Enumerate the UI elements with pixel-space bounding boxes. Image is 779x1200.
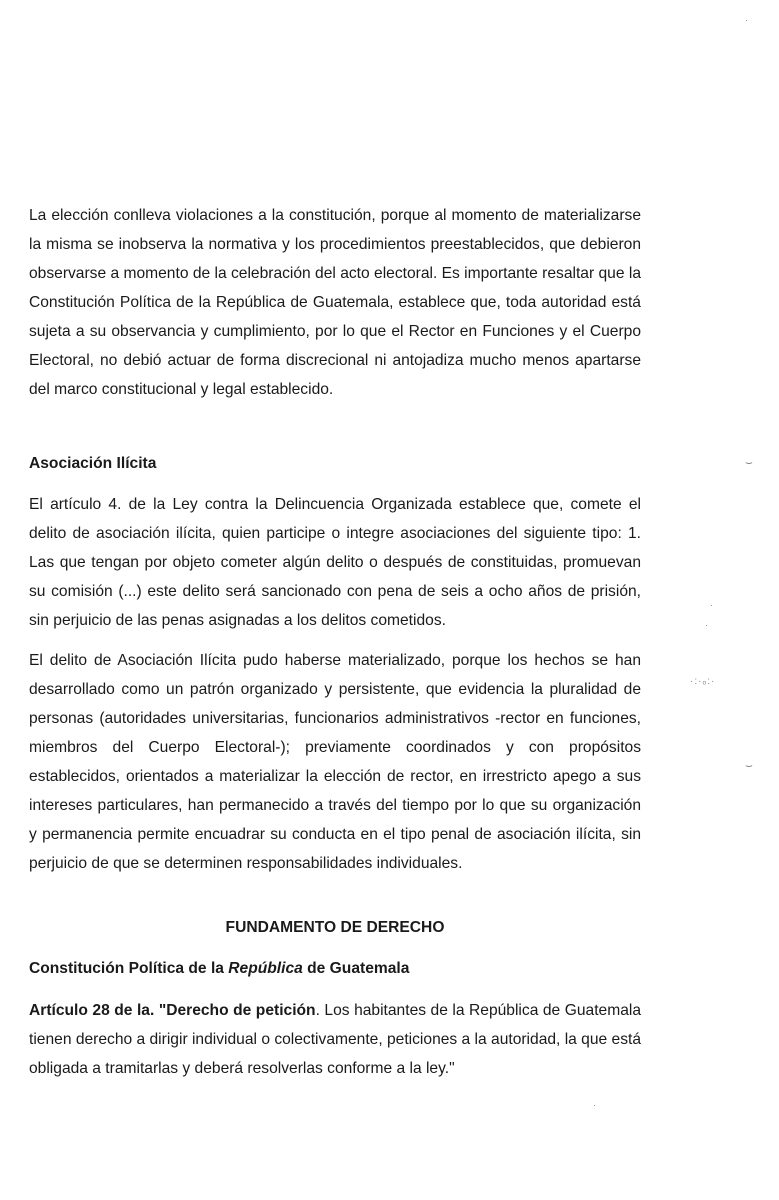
scan-mark-3: ⌣ — [745, 758, 753, 772]
scan-mark-6: · — [593, 1100, 596, 1110]
heading-fundamento-derecho: FUNDAMENTO DE DERECHO — [225, 919, 445, 936]
paragraph-delito-asociacion: El delito de Asociación Ilícita pudo haberse materializado, porque los hechos se han desarrollado como un patrón organizado y persistente, que evidencia la pluralidad de personas (autoridades universitarias, funcionarios administrativos -rector en funciones, miembros del Cuerpo Electoral-); previamente coordinados y con propósitos establecidos, orientados a materializar la elección de rector, en irrestricto apego a sus intereses particulares, han permanecido a través del tiempo por lo que su organización y permanencia permite encuadrar su conducta en el tipo penal de asociación ilícita, sin perjuicio de que se determinen responsabilidades individuales. — [29, 652, 641, 872]
scan-mark-1: ⌣ — [745, 455, 753, 469]
heading-constitucion-italic: República — [228, 960, 303, 977]
articulo-28-text: . Los habitantes de la República de Guatemala tienen derecho a dirigir individual o colectivamente, peticiones a la autoridad, la que está obligada a tramitarlas y deberá resolverlas conforme a la ley." — [29, 1002, 642, 1077]
paragraph-articulo-4: El artículo 4. de la Ley contra la Delincuencia Organizada establece que, comete el delito de asociación ilícita, quien participe o integre asociaciones del siguiente tipo: 1. Las que tengan por objeto cometer algún delito o después de constituidas, promuevan su comisión (...) este delito será sancionado con pena de seis a ocho años de prisión, sin perjuicio de las penas asignadas a los delitos cometidos. — [29, 496, 641, 629]
paragraph-articulo-28 — [29, 996, 641, 1083]
heading-constitucion-politica — [29, 960, 409, 978]
derecho-peticion-label: "Derecho de petición — [158, 1002, 316, 1019]
heading-constitucion-part3: de Guatemala — [302, 960, 410, 977]
heading-constitucion-part1: Constitución Política de la — [29, 960, 229, 977]
scan-mark-2: ·:·ₒ:· — [690, 676, 716, 687]
scan-mark-7: · — [745, 15, 748, 25]
scan-mark-4: · — [710, 600, 713, 610]
heading-asociacion-ilicita: Asociación Ilícita — [29, 455, 157, 472]
scan-mark-5: · — [705, 620, 708, 630]
articulo-28-label: Artículo 28 de la. — [29, 1002, 155, 1019]
paragraph-eleccion: La elección conlleva violaciones a la constitución, porque al momento de materializarse la misma se inobserva la normativa y los procedimientos preestablecidos, que debieron observarse a momento de la celebración del acto electoral. Es importante resaltar que la Constitución Política de la República de Guatemala, establece que, toda autoridad está sujeta a su observancia y cumplimiento, por lo que el Rector en Funciones y el Cuerpo Electoral, no debió actuar de forma discrecional ni antojadiza mucho menos apartarse del marco constitucional y legal establecido. — [29, 207, 641, 398]
